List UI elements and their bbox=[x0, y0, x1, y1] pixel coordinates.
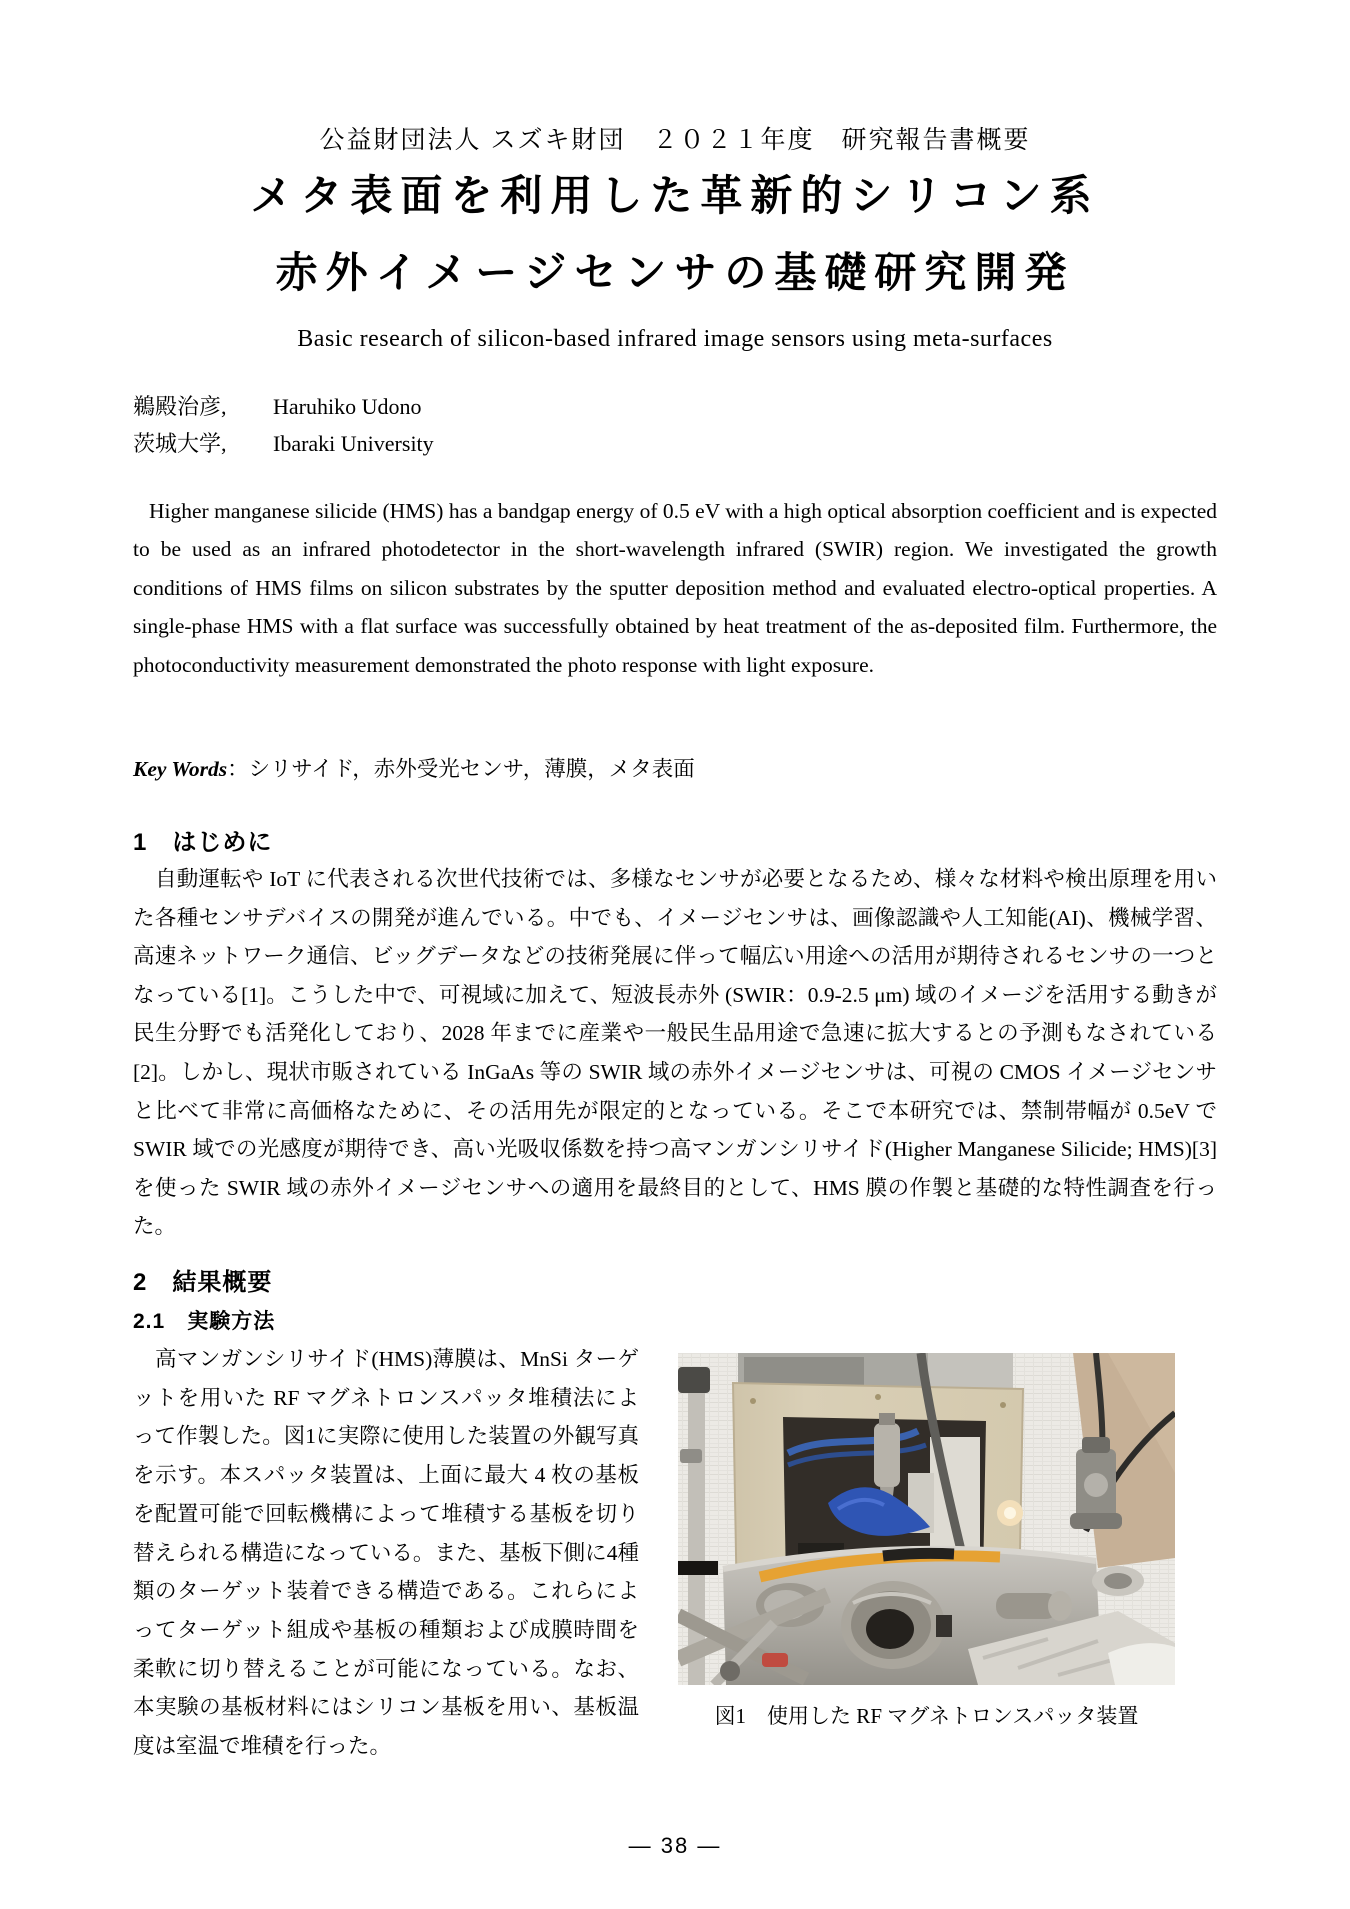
abstract-paragraph: Higher manganese silicide (HMS) has a bandgap energy of 0.5 eV with a high optical absorption coefficient and is expected to be used as an infrared photodetector in the short-wavelength infrared (SWIR) region. We investigated the growth conditions of HMS films on silicon substrates by the sputter deposition method and evaluated electro-optical properties. A single-phase HMS with a flat surface was successfully obtained by heat treatment of the as-deposited film. Furthermore, the photoconductivity measurement demonstrated the photo response with light exposure. bbox=[133, 499, 1217, 677]
affiliation-jp: 茨城大学, bbox=[133, 431, 227, 456]
keywords-text: ：シリサイド，赤外受光センサ，薄膜，メタ表面 bbox=[227, 757, 695, 781]
author-name-en: Haruhiko Udono bbox=[273, 394, 422, 419]
title-english: Basic research of silicon-based infrared image sensors using meta-surfaces bbox=[297, 326, 1053, 352]
affiliation-en: Ibaraki University bbox=[273, 431, 434, 456]
title-japanese-line2: 赤外イメージセンサの基礎研究開発 bbox=[275, 249, 1075, 296]
document-header: 公益財団法人 スズキ財団 ２０２１年度 研究報告書概要 bbox=[319, 126, 1031, 154]
section1-heading: 1 はじめに bbox=[133, 829, 273, 856]
author-block bbox=[133, 388, 434, 462]
keywords-label: Key Words bbox=[133, 757, 228, 781]
title-japanese-line1: メタ表面を利用した革新的シリコン系 bbox=[250, 172, 1100, 219]
section1-paragraph: 自動運転や IoT に代表される次世代技術では、多様なセンサが必要となるため、様々な材料や検出原理を用いた各種センサデバイスの開発が進んでいる。中でも、イメージセンサは、画像認識や人工知能(AI)、機械学習、高速ネットワーク通信、ビッグデータなどの技術発展に伴って幅広い用途への活用が期待されるセンサの一つとなっている[1]。こうした中で、可視域に加えて、短波長赤外 (SWIR：0.9-2.5 μm) 域のイメージを活用する動きが民生分野でも活発化しており、2028 年までに産業や一般民生品用途で急速に拡大するとの予測もなされている[2]。しかし、現状市販されている InGaAs 等の SWIR 域の赤外イメージセンサは、可視の CMOS イメージセンサと比べて非常に高価格なために、その活用先が限定的となっている。そこで本研究では、禁制帯幅が 0.5eV で SWIR 域での光感度が期待でき、高い光吸収係数を持つ高マンガンシリサイド(Higher Manganese Silicide; HMS)[3]を使った SWIR 域の赤外イメージセンサへの適用を最終目的として、HMS 膜の作製と基礎的な特性調査を行った。 bbox=[133, 867, 1217, 1239]
section2-heading: 2 結果概要 bbox=[133, 1269, 273, 1296]
figure1-photo bbox=[678, 1353, 1175, 1685]
author-name-jp: 鵜殿治彦, bbox=[133, 394, 227, 419]
section2-1-paragraph: 高マンガンシリサイド(HMS)薄膜は、MnSi ターゲットを用いた RF マグネトロンスパッタ堆積法によって作製した。図1に実際に使用した装置の外観写真を示す。本スパッタ装置は、上面に最大 4 枚の基板を配置可能で回転機構によって堆積する基板を切り替えられる構造になっている。また、基板下側に4種類のターゲット装着できる構造である。これらによってターゲット組成や基板の種類および成膜時間を柔軟に切り替えることが可能になっている。なお、本実験の基板材料にはシリコン基板を用い、基板温度は室温で堆積を行った。 bbox=[133, 1347, 639, 1759]
affiliation-row bbox=[133, 425, 434, 462]
figure1-caption: 図1 使用した RF マグネトロンスパッタ装置 bbox=[714, 1704, 1139, 1728]
section2-1-heading: 2.1 実験方法 bbox=[133, 1310, 276, 1333]
keywords-line bbox=[133, 752, 1217, 783]
page-number: — 38 — bbox=[628, 1833, 722, 1858]
sputter-machine-photo-illustration bbox=[678, 1353, 1175, 1685]
author-row bbox=[133, 388, 434, 425]
